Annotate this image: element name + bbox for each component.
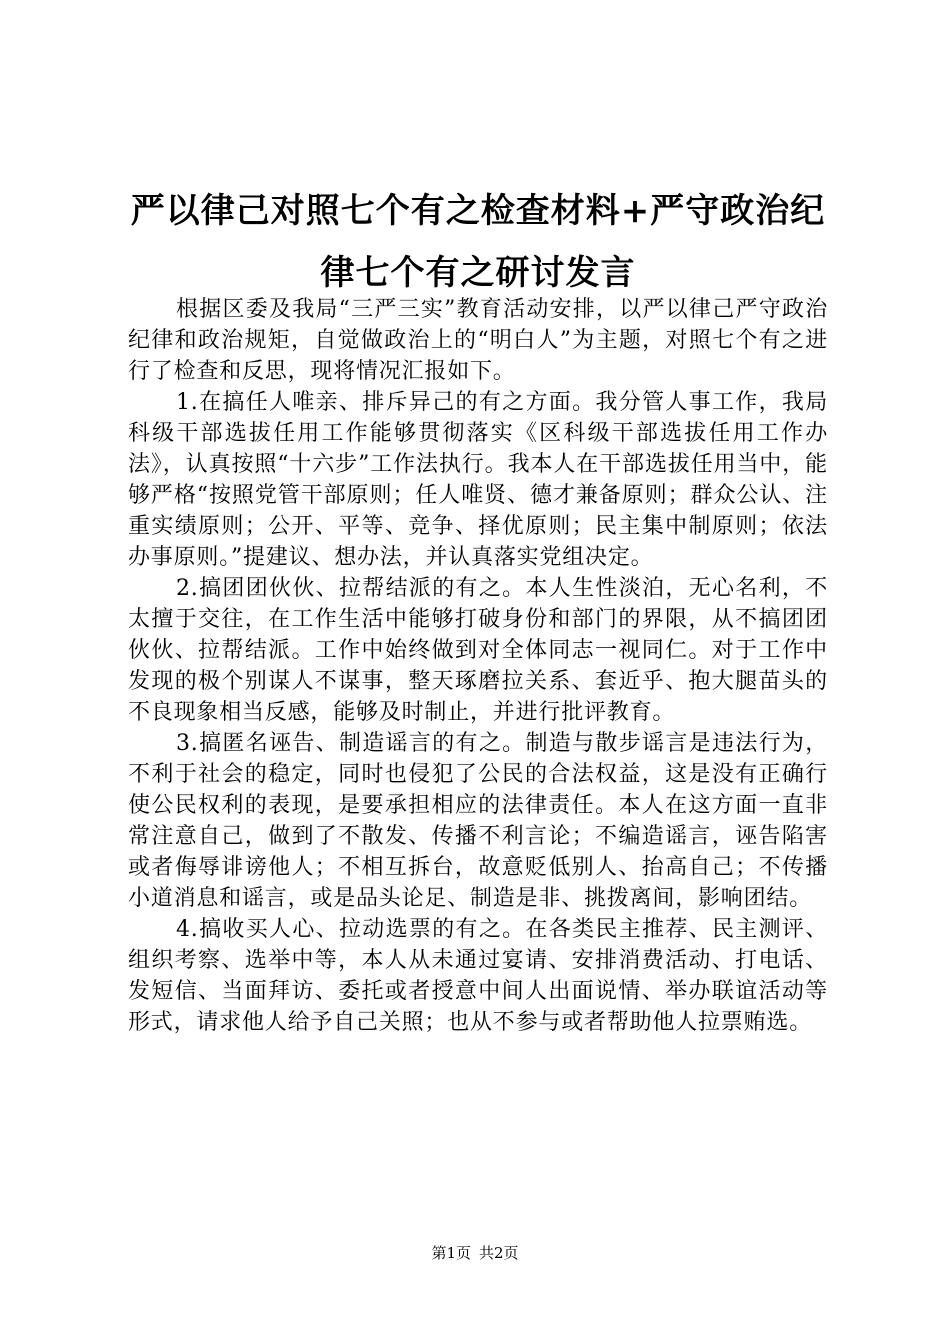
paragraph-item-1: 1.在搞任人唯亲、排斥异己的有之方面。我分管人事工作，我局科级干部选拔任用工作能够贯彻落实《区科级干部选拔任用工作办法》，认真按照“十六步”工作法执行。我本人在干部选拔任用当中，能够严格“按照党管干部原则；任人唯贤、德才兼备原则；群众公认、注重实绩原则；公开、平等、竞争、择优原则；民主集中制原则；依法办事原则。”提建议、想办法，并认真落实党组决定。 [128,390,828,570]
title-line-1: 严以律己对照七个有之检查材料+严守政治纪 [130,191,826,231]
paragraph-item-3: 3.搞匿名诬告、制造谣言的有之。制造与散步谣言是违法行为，不利于社会的稳定，同时也侵犯了公民的合法权益，这是没有正确行使公民权利的表现，是要承担相应的法律责任。本人在这方面一直非常注意自己，做到了不散发、传播不利言论；不编造谣言，诬告陷害或者侮辱诽谤他人；不相互拆台，故意贬低别人、抬高自己；不传播小道消息和谣言，或是品头论足、制造是非、挑拨离间，影响团结。 [128,731,828,911]
page-footer [0,1242,950,1263]
paragraph-item-4: 4.搞收买人心、拉动选票的有之。在各类民主推荐、民主测评、组织考察、选举中等，本人从未通过宴请、安排消费活动、打电话、发短信、当面拜访、委托或者授意中间人出面说情、举办联谊活动等形式，请求他人给予自己关照；也从不参与或者帮助他人拉票贿选。 [128,917,828,1035]
document-title [128,180,828,304]
document-body [128,294,828,1038]
page-total: 共2页 [479,1244,519,1262]
page-number: 第1页 [431,1244,471,1262]
paragraph-item-2: 2.搞团团伙伙、拉帮结派的有之。本人生性淡泊，无心名利，不太擅于交往，在工作生活中能够打破身份和部门的界限，从不搞团团伙伙、拉帮结派。工作中始终做到对全体同志一视同仁。对于工作中发现的极个别谋人不谋事，整天琢磨拉关系、套近乎、抱大腿苗头的不良现象相当反感，能够及时制止，并进行批评教育。 [128,576,828,725]
title-line-2: 律七个有之研讨发言 [320,253,636,293]
paragraph-intro: 根据区委及我局“三严三实”教育活动安排，以严以律己严守政治纪律和政治规矩，自觉做政治上的“明白人”为主题，对照七个有之进行了检查和反思，现将情况汇报如下。 [128,297,828,384]
